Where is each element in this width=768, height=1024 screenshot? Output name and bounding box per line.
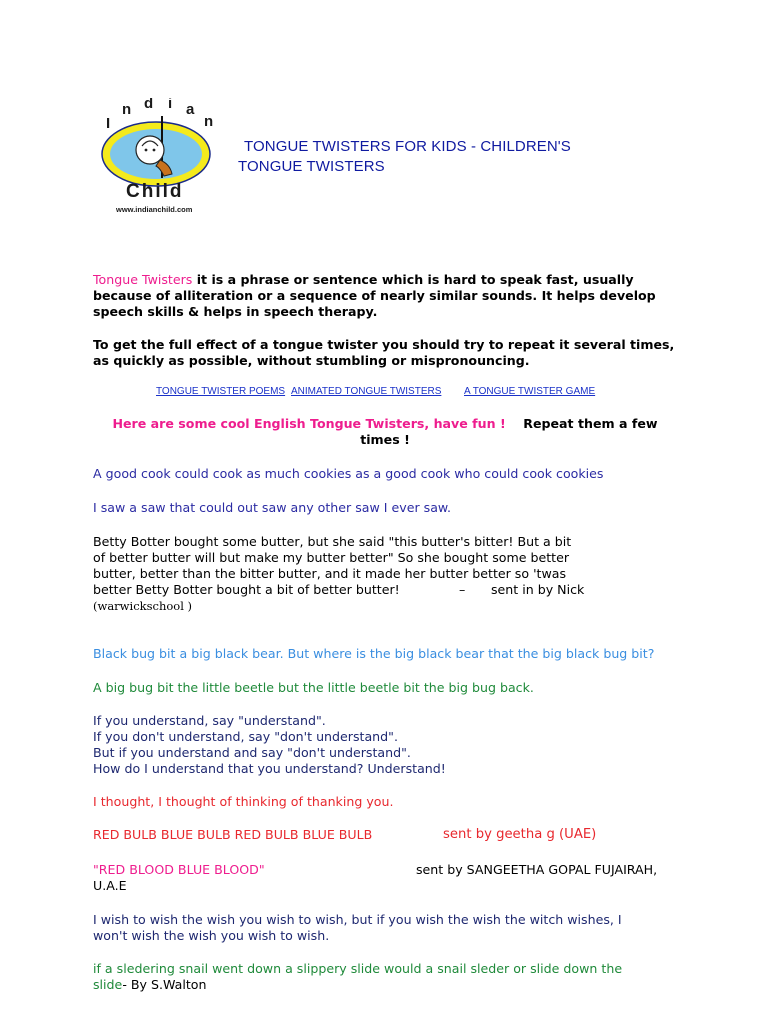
twister-understand-line: But if you understand and say "don't understand". [93,745,411,760]
twister-betty [93,534,693,614]
twister-snail [93,961,693,993]
twister-bug: Black bug bit a big black bear. But where is the big black bear that the big black bug bit? [93,646,655,661]
page-title-line-1: TONGUE TWISTERS FOR KIDS - CHILDREN'S [244,138,571,155]
link-tongue-twister-game[interactable]: A TONGUE TWISTER GAME [464,386,596,397]
twister-cook: A good cook could cook as much cookies as a good cook who could cook cookies [93,466,604,481]
twister-wish [93,912,693,944]
twister-blood [93,862,693,894]
twister-understand [93,713,693,777]
banner [100,416,670,448]
twister-thought: I thought, I thought of thinking of thanking you. [93,794,394,809]
twister-blood-credit: sent by SANGEETHA GOPAL FUJAIRAH, [416,862,658,877]
link-tongue-twister-poems[interactable]: TONGUE TWISTER POEMS [156,386,286,397]
intro-paragraph [93,272,678,320]
twister-blood-text: "RED BLOOD BLUE BLOOD" [93,862,265,877]
twister-betty-line: of better butter will but make my butter better" So she bought some better [93,550,570,565]
twister-snail-line: if a sledering snail went down a slippery slide would a snail sleder or slide down the [93,961,623,976]
page-title [0,0,768,200]
twister-blood-credit-line-2: U.A.E [93,878,127,893]
banner-black-text: Repeat them a few times ! [360,416,658,447]
twister-betty-credit: sent in by Nick [491,582,585,597]
page-title-line-2: TONGUE TWISTERS [238,158,385,175]
twister-beetle: A big bug bit the little beetle but the little beetle bit the big bug back. [93,680,534,695]
logo-letter: I [106,115,111,132]
twister-betty-line: Betty Botter bought some butter, but she said "this butter's bitter! But a bit [93,534,572,549]
logo-url: www.indianchild.com [116,205,193,214]
twister-bulb-text: RED BULB BLUE BULB RED BULB BLUE BULB [93,827,373,842]
twister-wish-line: won't wish the wish you wish to wish. [93,928,330,943]
twister-betty-dash: – [459,582,466,597]
twister-betty-last-line: better Betty Botter bought a bit of better butter! [93,582,400,597]
intro-definition: it is a phrase or sentence which is hard to speak fast, usually because of alliteration or a sequence of nearly similar sounds. It helps develop speech skills & helps in speech therapy. [93,272,656,319]
twister-betty-line: butter, better than the bitter butter, and it made her butter better so 'twas [93,566,567,581]
intro-term: Tongue Twisters [93,272,193,287]
twister-betty-school: (warwickschool ) [93,599,193,613]
twister-snail-credit: - By S.Walton [122,977,207,992]
twister-bulb [93,827,693,843]
logo-letter: i [168,98,173,112]
intro-advice: To get the full effect of a tongue twister you should try to repeat it several times, as quickly as possible, without stumbling or mispronouncing. [93,337,675,368]
twister-understand-line: If you don't understand, say "don't understand". [93,729,398,744]
banner-pink-text: Here are some cool English Tongue Twisters, have fun ! [112,416,506,431]
logo-letter: d [144,98,154,112]
twister-wish-line: I wish to wish the wish you wish to wish, but if you wish the wish the witch wishes, I [93,912,622,927]
logo-letter: a [186,101,195,118]
twister-saw: I saw a saw that could out saw any other saw I ever saw. [93,500,452,515]
logo-word-child: Child [126,181,184,202]
logo-letter: n [204,113,214,130]
link-animated-tongue-twisters[interactable]: ANIMATED TONGUE TWISTERS [291,386,442,397]
twister-understand-line: If you understand, say "understand". [93,713,326,728]
twister-understand-line: How do I understand that you understand? Understand! [93,761,446,776]
twister-bulb-credit: sent by geetha g (UAE) [443,827,597,842]
logo-letter: n [122,101,132,118]
twister-snail-word-slide: slide [93,977,123,992]
